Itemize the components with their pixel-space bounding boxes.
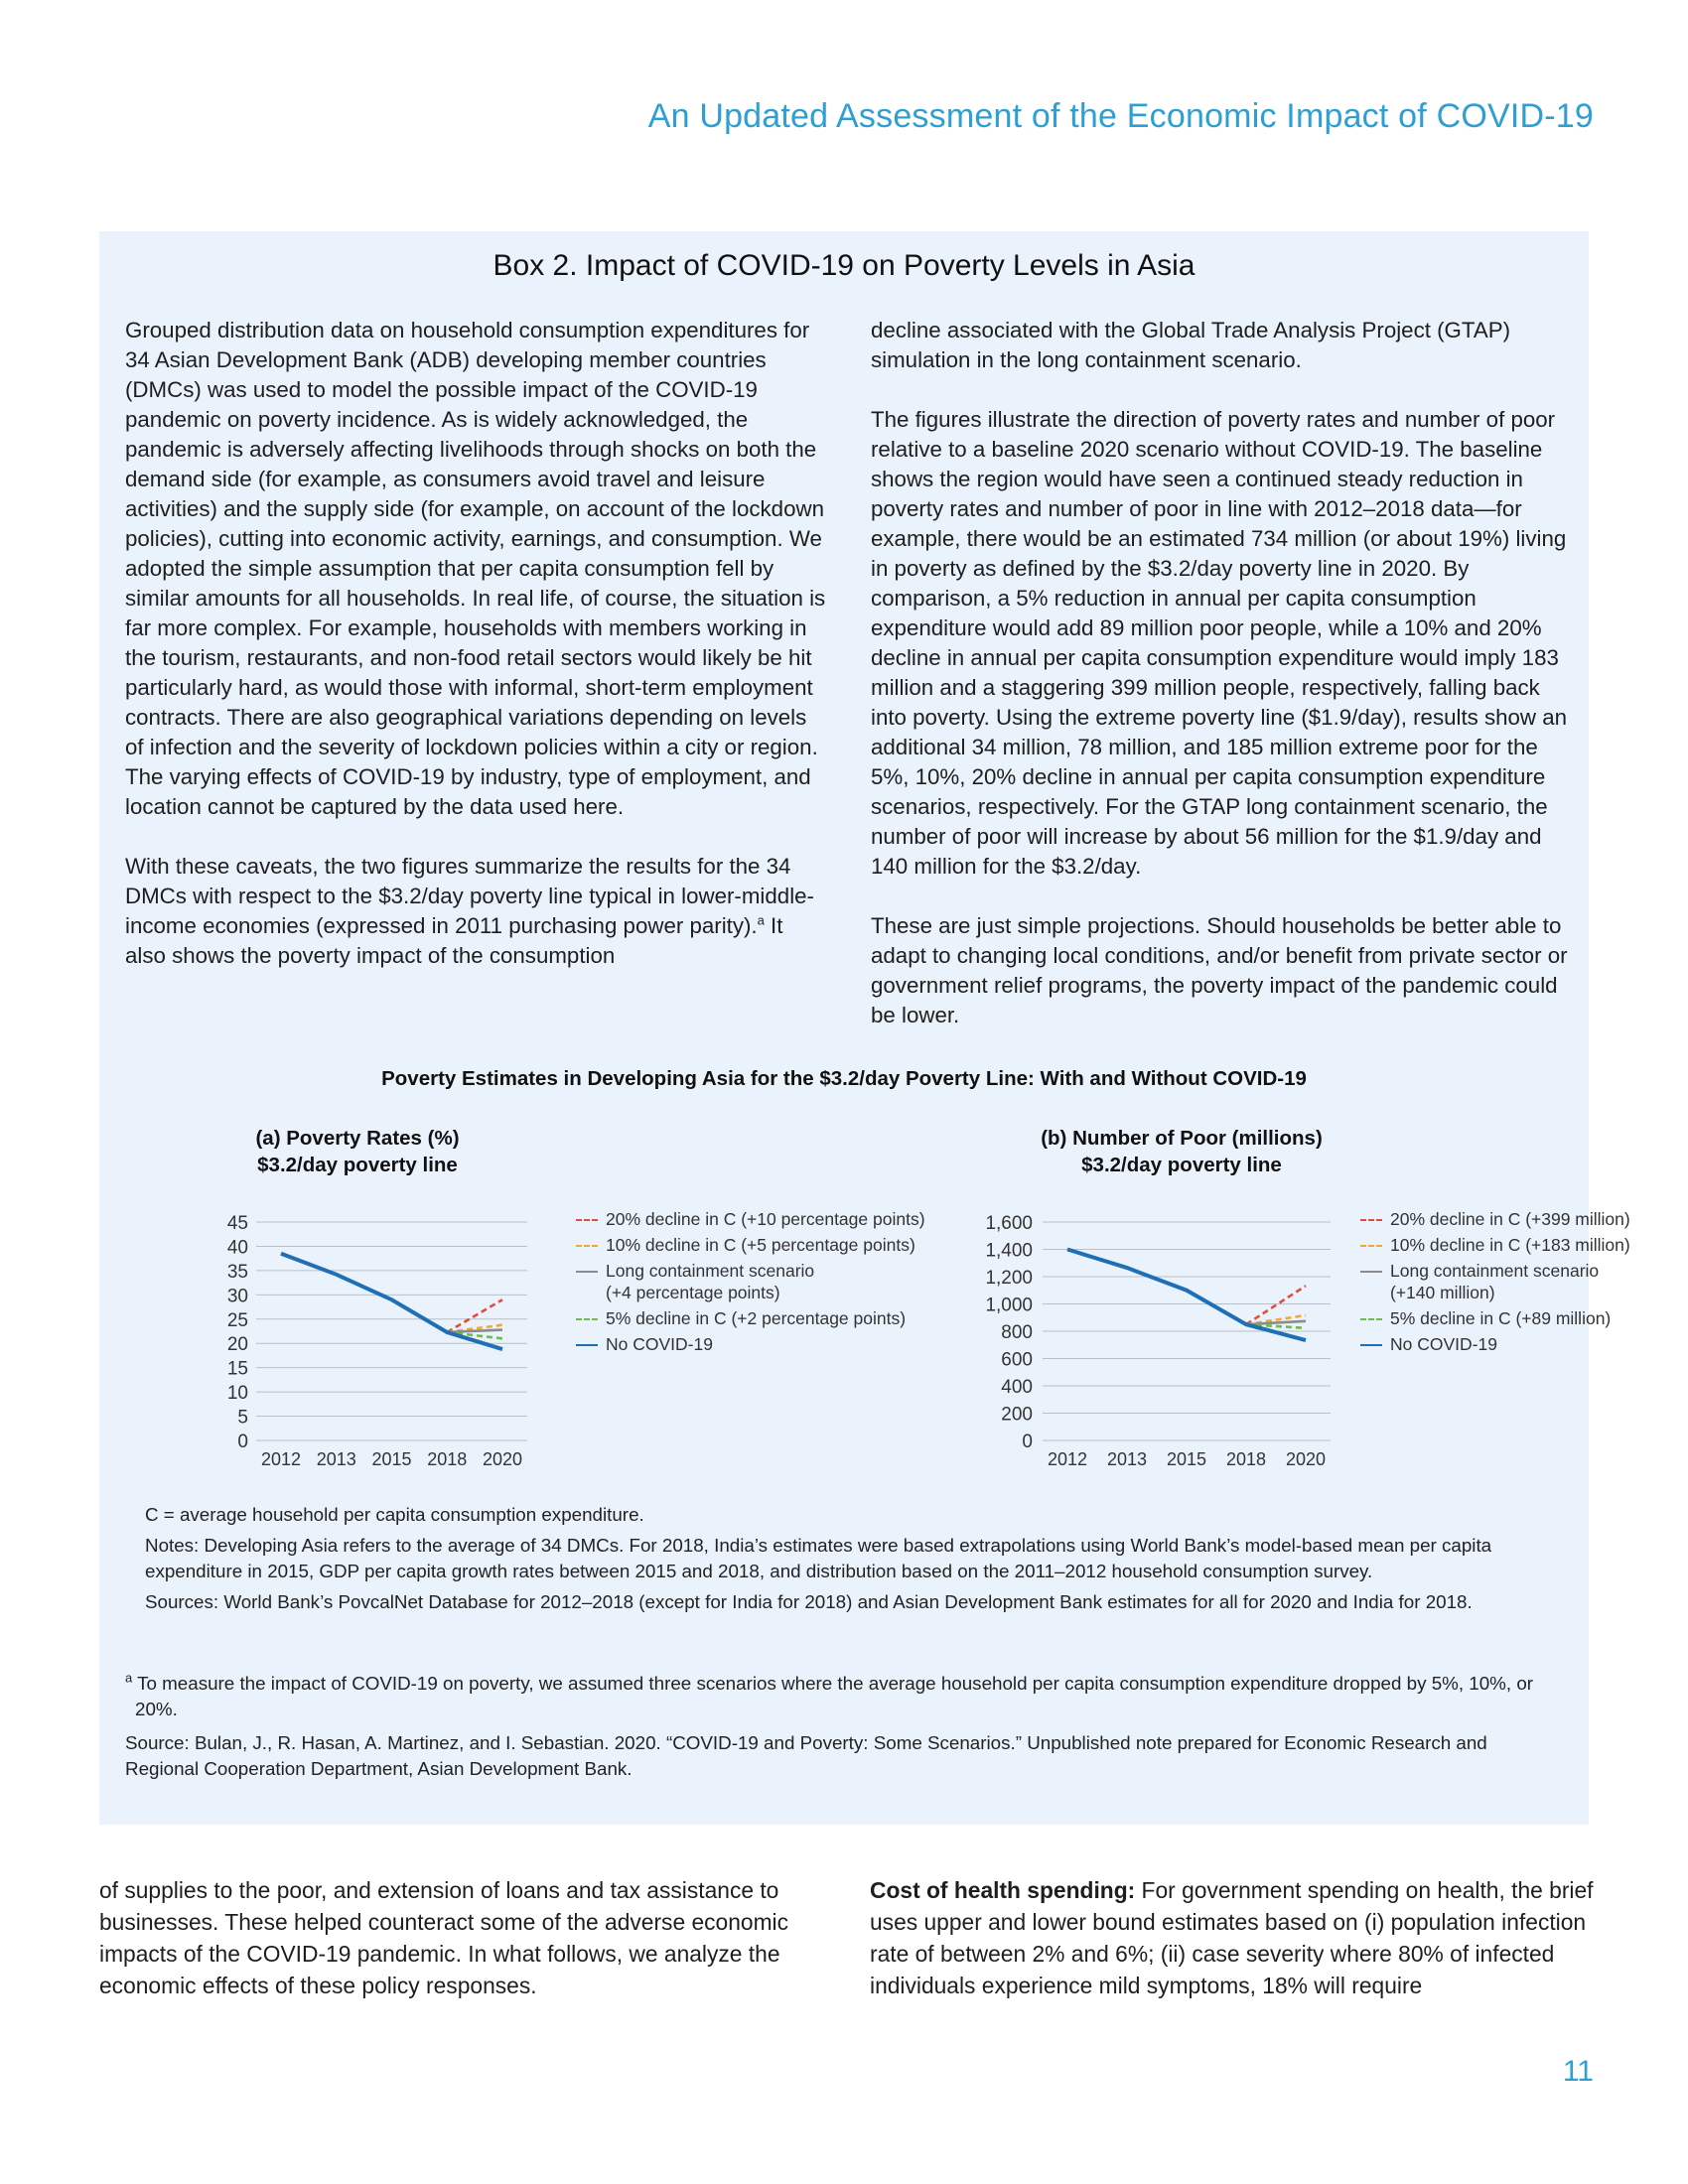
y-tick-label: 1,600 <box>985 1213 1033 1234</box>
y-tick-label: 1,000 <box>985 1295 1033 1316</box>
note-developing-asia: Notes: Developing Asia refers to the average of 34 DMCs. For 2018, India’s estimates were based extrapolations using World Bank’s model-based mean per capita expenditure in 2015, GDP per capita growth rates between 2015 and 2018, and distribution based on the 2011–2012 household consumption survey. <box>145 1535 1492 1581</box>
legend-swatch <box>576 1344 598 1346</box>
legend-label: 20% decline in C (+399 million) <box>1390 1209 1630 1229</box>
series-line-0 <box>447 1299 502 1332</box>
y-tick-label: 0 <box>1022 1432 1033 1452</box>
chart-subtitle: $3.2/day poverty line <box>1081 1154 1282 1176</box>
box-left-paragraph-1: Grouped distribution data on household consumption expenditures for 34 Asian Development Bank (ADB) developing member countries (DMCs) was used to model the possible impact of the COVID-19 pandemic on poverty incidence. As is widely acknowledged, the pandemic is adversely affecting livelihoods through shocks on both the demand side (for example, as consumers avoid travel and leisure activities) and the supply side (for example, on account of the lockdown policies), cutting into economic activity, earnings, and consumption. We adopted the simple assumption that per capita consumption fell by similar amounts for all households. In real life, of course, the situation is far more complex. For example, households with members working in the tourism, restaurants, and non-food retail sectors would likely be hit particularly hard, as would those with informal, short-term employment contracts. There are also geographical variations depending on levels of infection and the severity of lockdown policies within a city or region. The varying effects of COVID-19 by industry, type of employment, and location cannot be captured by the data used here. <box>125 318 826 819</box>
legend-item <box>576 1331 925 1357</box>
y-tick-label: 10 <box>226 1383 248 1405</box>
chart-svg <box>149 1130 536 1467</box>
chart-legend <box>576 1206 925 1357</box>
chart-title-line: (a) Poverty Rates (%) <box>255 1127 460 1150</box>
y-tick-label: 600 <box>1001 1349 1033 1371</box>
legend-swatch <box>576 1245 598 1247</box>
x-tick-label: 2020 <box>1285 1449 1327 1469</box>
legend-item <box>1360 1331 1630 1357</box>
x-tick-label: 2015 <box>371 1449 412 1469</box>
footnote-marker[interactable]: a <box>757 912 765 928</box>
legend-swatch <box>1360 1245 1382 1247</box>
health-spending-heading: Cost of health spending: <box>870 1877 1136 1903</box>
note-sources: Sources: World Bank’s PovcalNet Database for 2012–2018 (except for India for 2018) and Asian Development Bank estimates for all for 2020 and India for 2018. <box>145 1591 1473 1612</box>
chart-number-of-poor <box>884 1127 1630 1469</box>
body-text-left: of supplies to the poor, and extension of loans and tax assistance to businesses. These helped counteract some of the adverse economic impacts of the COVID-19 pandemic. In what follows, we analyze the economic effects of these policy responses. <box>99 1877 789 1998</box>
y-tick-label: 20 <box>226 1334 248 1356</box>
x-tick-label: 2015 <box>1166 1449 1207 1469</box>
box-left-column <box>125 316 828 1001</box>
figure-title: Poverty Estimates in Developing Asia for the $3.2/day Poverty Line: With and Without COVID-19 <box>381 1067 1307 1090</box>
y-tick-label: 40 <box>226 1237 248 1259</box>
legend-item <box>1360 1258 1630 1284</box>
footnote-a: $^a$ To measure the impact of COVID-19 on poverty, we assumed three scenarios where the average household per capita consumption expenditure dropped by 5%, 10%, or 20%. <box>125 1670 1534 1719</box>
chart-title-line: (b) Number of Poor (millions) <box>1041 1127 1323 1150</box>
legend-item <box>576 1232 925 1258</box>
legend-label: Long containment scenario <box>1390 1261 1600 1281</box>
legend-label: 10% decline in C (+5 percentage points) <box>606 1235 915 1255</box>
legend-swatch <box>1360 1344 1382 1346</box>
legend-item <box>1360 1305 1630 1331</box>
y-tick-label: 200 <box>1001 1404 1033 1426</box>
legend-item <box>576 1305 925 1331</box>
x-tick-label: 2013 <box>1106 1449 1148 1469</box>
legend-item <box>576 1258 925 1284</box>
box-footnotes <box>125 1671 1565 1790</box>
y-tick-label: 1,400 <box>985 1240 1033 1262</box>
legend-label: 10% decline in C (+183 million) <box>1390 1235 1630 1255</box>
running-header-title: An Updated Assessment of the Economic Impact of COVID-19 <box>647 97 1594 135</box>
series-line-2 <box>1246 1321 1306 1324</box>
legend-label: No COVID-19 <box>1390 1334 1497 1354</box>
legend-item <box>1360 1232 1630 1258</box>
box-title: Box 2. Impact of COVID-19 on Poverty Levels in Asia <box>492 249 1196 282</box>
box-source: Source: Bulan, J., R. Hasan, A. Martinez, and I. Sebastian. 2020. “COVID-19 and Poverty: Some Scenarios.” Unpublished note prepared for Economic Research and Regional Cooperation Department, Asian Development Bank. <box>125 1732 1487 1779</box>
y-tick-label: 0 <box>237 1432 248 1452</box>
legend-item <box>1360 1206 1630 1232</box>
y-tick-label: 15 <box>226 1358 248 1380</box>
legend-label: 5% decline in C (+2 percentage points) <box>606 1308 907 1328</box>
figure-notes <box>145 1502 1555 1620</box>
box-right-paragraph-2: The figures illustrate the direction of poverty rates and number of poor relative to a baseline 2020 scenario without COVID-19. The baseline shows the region would have seen a continued steady reduction in poverty rates and number of poor in line with 2012–2018 data—for example, there would be an estimated 734 million (or about 19%) living in poverty as defined by the $3.2/day poverty line in 2020. By comparison, a 5% reduction in annual per capita consumption expenditure would add 89 million poor people, while a 10% and 20% decline in annual per capita consumption expenditure would imply 183 million and a staggering 399 million people, respectively, falling back into poverty. Using the extreme poverty line ($1.9/day), results show an additional 34 million, 78 million, and 185 million extreme poor for the 5%, 10%, 20% decline in annual per capita consumption expenditure scenarios, respectively. For the GTAP long containment scenario, the number of poor will increase by about 56 million for the $1.9/day and 140 million for the $3.2/day. <box>871 407 1568 879</box>
legend-label: 5% decline in C (+89 million) <box>1390 1308 1612 1328</box>
body-text-right: Cost of health spending: For government spending on health, the brief uses upper and lower bound estimates based on (i) population infection rate of between 2% and 6%; (ii) case severity where 80% of infected individuals experience mild symptoms, 18% will require <box>870 1877 1594 1998</box>
page-number: 11 <box>1562 2055 1594 2088</box>
x-tick-label: 2013 <box>316 1449 356 1469</box>
chart-subtitle: $3.2/day poverty line <box>257 1154 458 1176</box>
y-tick-label: 400 <box>1001 1377 1033 1398</box>
x-tick-label: 2020 <box>482 1449 523 1469</box>
y-tick-label: 25 <box>226 1309 248 1331</box>
legend-swatch <box>1360 1219 1382 1221</box>
y-tick-label: 35 <box>226 1261 248 1283</box>
legend-label: Long containment scenario <box>606 1261 815 1281</box>
legend-label: 20% decline in C (+10 percentage points) <box>606 1209 925 1229</box>
y-tick-label: 5 <box>237 1407 248 1429</box>
box-2-panel <box>99 231 1630 1825</box>
box-right-paragraph-1: decline associated with the Global Trade Analysis Project (GTAP) simulation in the long containment scenario. <box>871 318 1511 372</box>
x-tick-label: 2018 <box>1225 1449 1267 1469</box>
box-left-paragraph-2: With these caveats, the two figures summarize the results for the 34 DMCs with respect to the $3.2/day poverty line typical in lower-middle-income economies (expressed in 2011 purchasing power parity).$^a$ It also shows the poverty impact of the consumption <box>125 854 814 968</box>
legend-swatch <box>1360 1271 1382 1273</box>
x-tick-label: 2012 <box>260 1449 302 1469</box>
legend-label-continued: (+140 million) <box>1390 1283 1495 1302</box>
legend-item <box>576 1206 925 1232</box>
legend-label-continued: (+4 percentage points) <box>606 1283 780 1302</box>
legend-swatch <box>576 1219 598 1221</box>
y-tick-label: 1,200 <box>985 1268 1033 1289</box>
y-tick-label: 800 <box>1001 1322 1033 1343</box>
x-tick-label: 2012 <box>1047 1449 1088 1469</box>
chart-poverty-rates <box>149 1127 925 1469</box>
legend-swatch <box>576 1271 598 1273</box>
x-tick-label: 2018 <box>427 1449 468 1469</box>
y-tick-label: 30 <box>226 1286 248 1307</box>
y-tick-label: 45 <box>226 1213 248 1234</box>
legend-swatch <box>576 1318 598 1320</box>
chart-svg <box>884 1130 1340 1467</box>
box-right-column <box>871 316 1576 1060</box>
chart-legend <box>1360 1206 1630 1357</box>
legend-swatch <box>1360 1318 1382 1320</box>
legend-label: No COVID-19 <box>606 1334 713 1354</box>
series-line-2 <box>447 1330 502 1332</box>
note-c-definition: C = average household per capita consumption expenditure. <box>145 1504 644 1525</box>
box-right-paragraph-3: These are just simple projections. Should households be better able to adapt to changing local conditions, and/or benefit from private sector or government relief programs, the poverty impact of the pandemic could be lower. <box>871 913 1568 1027</box>
